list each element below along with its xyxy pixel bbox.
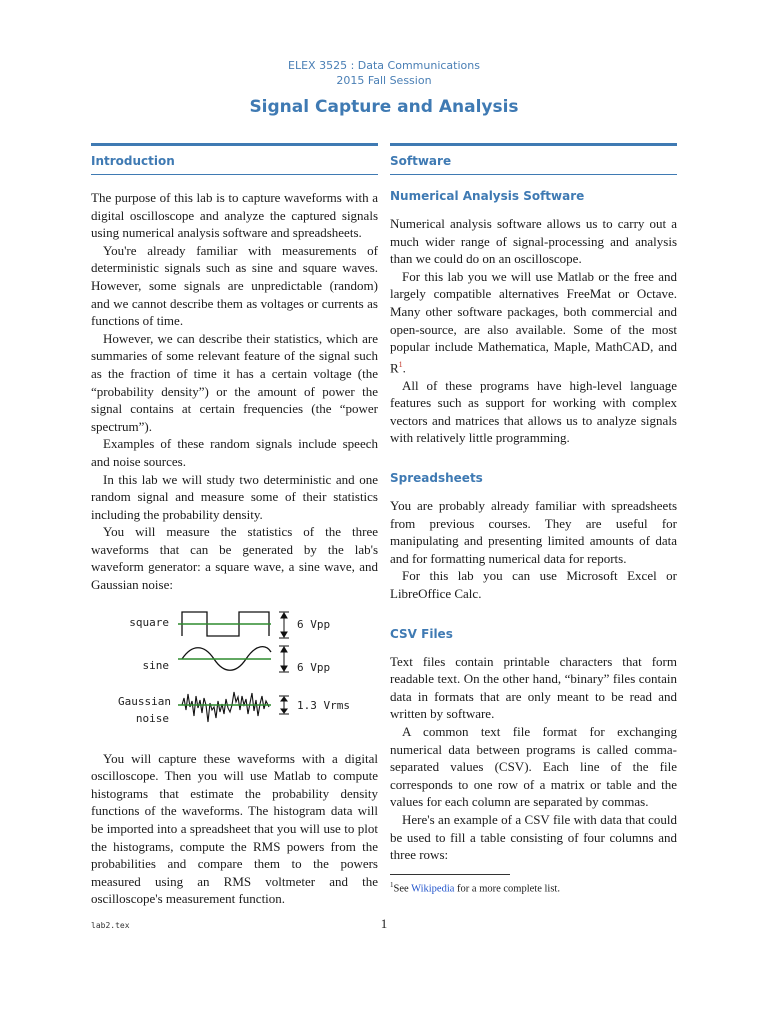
paragraph: For this lab you can use Microsoft Excel or LibreOffice Calc. bbox=[390, 568, 677, 602]
paragraph: Here's an example of a CSV file with data that could be used to fill a table consisting of four columns and three rows: bbox=[390, 811, 677, 863]
waveform-drawing bbox=[91, 606, 378, 736]
range-arrows bbox=[279, 612, 289, 714]
left-column bbox=[91, 143, 378, 908]
subsection-heading-csv: CSV Files bbox=[390, 626, 453, 641]
paragraph: Numerical analysis software allows us to carry out a much wider range of signal-processing and analysis than we could do on an oscilloscope. bbox=[390, 216, 677, 267]
noise-label-line1: Gaussian bbox=[118, 694, 171, 708]
footnote bbox=[390, 878, 677, 897]
paragraph bbox=[390, 268, 677, 377]
paragraph: You are probably already familiar with spreadsheets from previous courses. They are useful for manipulating and presenting limited amounts of data and for formatting numerical data for reports. bbox=[390, 498, 677, 566]
paragraph: You will capture these waveforms with a digital oscilloscope. Then you will use Matlab to compute histograms that estimate the probability density functions of the waveforms. The histogram data will be imported into a spreadsheet that you will use to plot the histograms, compute the RMS powers from the probabilities and compare them to the powers measured using an RMS voltmeter and the oscilloscope's measurement function. bbox=[91, 750, 378, 907]
paragraph: You will measure the statistics of the three waveforms that can be generated by the lab's waveform generator: a square wave, a sine wave, and Gaussian noise: bbox=[91, 524, 378, 593]
course-name: ELEX 3525 : Data Communications bbox=[288, 59, 480, 72]
square-label: square bbox=[129, 615, 169, 629]
waveform-figure bbox=[91, 606, 378, 736]
square-amplitude: 6 Vpp bbox=[297, 617, 331, 631]
noise-label-line2: noise bbox=[135, 711, 169, 725]
paragraph: Text files contain printable characters that form readable text. On the other hand, “binary” files contain data in formats that are only meant to be read and written by software. bbox=[390, 653, 677, 722]
wikipedia-link[interactable]: Wikipedia bbox=[411, 883, 455, 895]
noise-wave bbox=[178, 692, 271, 722]
subsection-heading-numerical: Numerical Analysis Software bbox=[390, 189, 585, 203]
right-column bbox=[390, 143, 677, 896]
paragraph: You're already familiar with measurements of deterministic signals such as sine and square waves. However, some signals are unpredictable (random) and we cannot describe them as voltages or currents as functions of time. bbox=[91, 242, 378, 329]
paragraph: Examples of these random signals include speech and noise sources. bbox=[91, 436, 378, 469]
session-name: 2015 Fall Session bbox=[336, 74, 432, 87]
square-wave bbox=[178, 612, 271, 636]
paragraph: A common text file format for exchanging numerical data between programs is called comma-separated values (CSV). Each line of the file corresponds to one row of a matrix or table and the values for each column are separated by commas. bbox=[390, 723, 677, 810]
sine-amplitude: 6 Vpp bbox=[297, 660, 331, 674]
course-header bbox=[0, 58, 768, 88]
paragraph: However, we can describe their statistics, which are summaries of some relevant feature of the signal such as the fraction of time it has a certain voltage (the “probability density”) or the amount of power the signal contains at certain frequencies (the “power spectrum”). bbox=[91, 330, 378, 434]
sine-label: sine bbox=[142, 658, 169, 672]
footnote-rule bbox=[390, 874, 510, 875]
source-filename: lab2.tex bbox=[91, 921, 130, 930]
footnote-marker[interactable]: 1 bbox=[398, 359, 403, 369]
subsection-heading-spreadsheets: Spreadsheets bbox=[390, 471, 483, 486]
document-title: Signal Capture and Analysis bbox=[249, 97, 519, 117]
paragraph: All of these programs have high-level language features such as support for working with complex vectors and matrices that allows us to analyze signals with relatively little programming. bbox=[390, 377, 677, 446]
footnote-suffix: for a more complete list. bbox=[454, 883, 560, 895]
footnote-number: 1 bbox=[390, 880, 394, 889]
noise-amplitude: 1.3 Vrms bbox=[297, 698, 350, 712]
sine-wave bbox=[178, 646, 271, 670]
paragraph-end: . bbox=[402, 360, 406, 376]
paragraph-text: For this lab you we will use Matlab or the free and largely compatible alternatives FreeMat or Octave. Many other software packages, both commercial and open-source, are also available. Some of the most popular include Mathematica, Maple, MathCAD, and R bbox=[390, 268, 677, 376]
page-number: 1 bbox=[380, 916, 388, 931]
section-heading-introduction: Introduction bbox=[91, 143, 378, 175]
paragraph: The purpose of this lab is to capture waveforms with a digital oscilloscope and analyze the captured signals using numerical analysis software and spreadsheets. bbox=[91, 190, 378, 241]
section-heading-software: Software bbox=[390, 143, 677, 175]
footnote-prefix: See bbox=[393, 883, 412, 895]
paragraph: In this lab we will study two deterministic and one random signal and measure some of their statistics including the probability density. bbox=[91, 471, 378, 522]
